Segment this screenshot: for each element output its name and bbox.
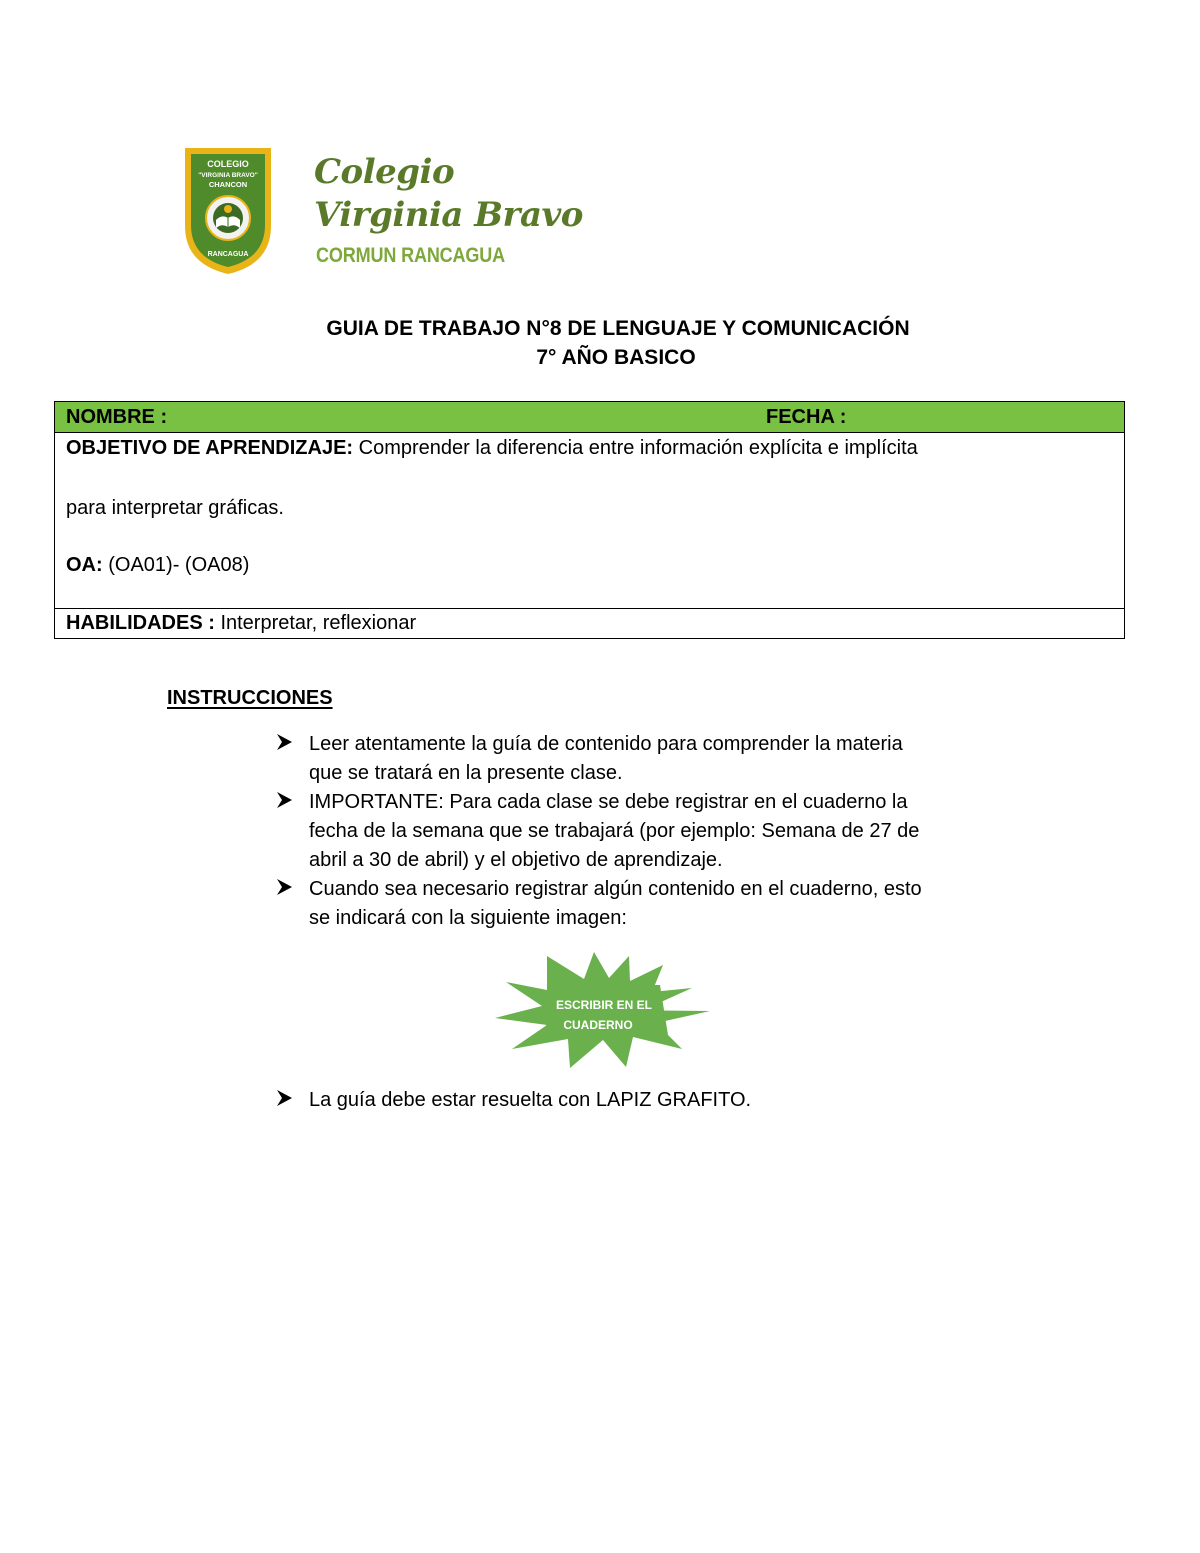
svg-text:ESCRIBIR EN EL: ESCRIBIR EN EL xyxy=(555,998,653,1012)
escribir-en-el-cuaderno-badge-icon xyxy=(490,950,714,1070)
nombre-label: NOMBRE : xyxy=(66,406,168,428)
oa-text: (OA01)- (OA08) xyxy=(102,554,250,576)
arrow-bullet-icon xyxy=(274,1088,294,1108)
oa-label: OA: xyxy=(66,554,103,576)
svg-text:COLEGIO: COLEGIO xyxy=(207,159,249,169)
skills-text: Interpretar, reflexionar xyxy=(214,612,417,634)
fecha-label: FECHA : xyxy=(766,406,847,428)
objective-label: OBJETIVO DE APRENDIZAJE: xyxy=(66,437,354,459)
svg-text:RANCAGUA: RANCAGUA xyxy=(207,251,249,258)
skills-row xyxy=(55,609,1124,638)
arrow-bullet-icon xyxy=(274,877,294,897)
arrow-bullet-icon xyxy=(274,790,294,810)
info-table xyxy=(54,401,1125,639)
svg-text:CHANCON: CHANCON xyxy=(208,180,248,189)
logo-line-virginia-bravo: Virginia Bravo xyxy=(314,195,583,235)
svg-text:"VIRGINIA BRAVO": "VIRGINIA BRAVO" xyxy=(198,172,258,179)
table-header-row xyxy=(55,402,1124,433)
logo-line-colegio: Colegio xyxy=(314,152,455,192)
document-title: GUIA DE TRABAJO N°8 DE LENGUAJE Y COMUNICACIÓN xyxy=(326,317,910,340)
objective-text: Comprender la diferencia entre información explícita e implícita xyxy=(353,437,918,459)
arrow-bullet-icon xyxy=(274,732,294,752)
school-crest-icon xyxy=(183,146,273,276)
objective-text-continued: para interpretar gráficas. xyxy=(66,497,284,519)
document-subtitle: 7° AÑO BASICO xyxy=(536,346,696,369)
logo-line-cormun: CORMUN RANCAGUA xyxy=(316,244,506,267)
skills-label: HABILIDADES : xyxy=(66,612,215,634)
svg-text:CUADERNO: CUADERNO xyxy=(563,1018,633,1032)
objective-row xyxy=(55,433,1124,609)
instructions-heading: INSTRUCCIONES xyxy=(167,687,333,709)
